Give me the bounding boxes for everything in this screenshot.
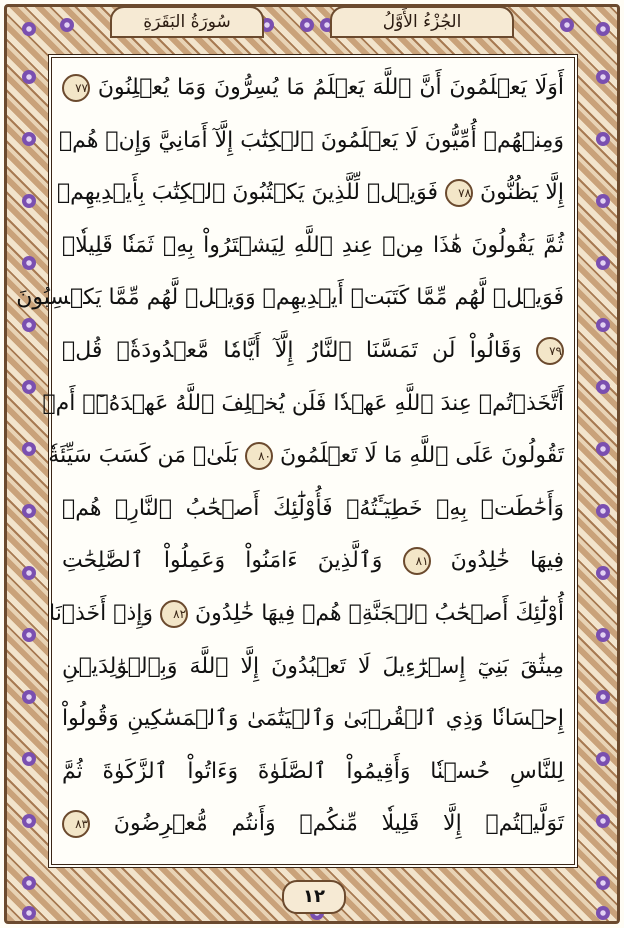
text-line: [62, 325, 564, 378]
flower-ornament-icon: [596, 132, 610, 146]
verse-text: وَإِذۡ أَخَذۡنَا: [48, 600, 154, 626]
verse-text: وَمِنۡهُمۡ أُمِّيُّونَ لَا يَعۡلَمُونَ ٱلۡكِتَٰبَ إِلَّآ أَمَانِيَّ وَإِنۡ هُمۡ: [58, 127, 564, 153]
text-line: [62, 483, 564, 536]
flower-ornament-icon: [22, 504, 36, 518]
text-line: [56, 167, 564, 220]
flower-ornament-icon: [22, 628, 36, 642]
flower-ornament-icon: [596, 504, 610, 518]
verse-text: إِلَّا يَظُنُّونَ: [480, 180, 564, 206]
flower-ornament-icon: [22, 22, 36, 36]
flower-ornament-icon: [596, 752, 610, 766]
flower-ornament-icon: [300, 18, 314, 32]
text-line: [16, 272, 564, 325]
flower-ornament-icon: [22, 690, 36, 704]
text-line: [48, 430, 564, 483]
verse-text: تَقُولُونَ عَلَى ٱللَّهِ مَا لَا تَعۡلَمُونَ: [279, 443, 564, 469]
verse-text: فِيهَا خَٰلِدُونَ: [450, 548, 565, 574]
text-line: [58, 115, 564, 168]
juz-label: الجُزْءُ الأَوَّلُ: [330, 6, 514, 38]
flower-ornament-icon: [22, 132, 36, 146]
surah-label: سُورَةُ البَقَرَةِ: [110, 6, 264, 38]
text-line: [42, 378, 564, 431]
flower-ornament-icon: [596, 690, 610, 704]
flower-ornament-icon: [22, 442, 36, 456]
ayah-number-marker: ٨١: [403, 547, 431, 575]
text-line: [62, 746, 564, 799]
verse-text: أَتَّخَذۡتُمۡ عِندَ ٱللَّهِ عَهۡدٗا فَلَن يُخۡلِفَ ٱللَّهُ عَهۡدَهُۥٓۖ أَمۡ: [42, 390, 564, 416]
flower-ornament-icon: [596, 628, 610, 642]
ayah-number-marker: ٧٨: [445, 179, 473, 207]
page-text: [16, 62, 565, 851]
flower-ornament-icon: [596, 318, 610, 332]
flower-ornament-icon: [22, 906, 36, 920]
verse-text: مِيثَٰقَ بَنِيٓ إِسۡرَٰٓءِيلَ لَا تَعۡبُدُونَ إِلَّا ٱللَّهَ وَبِٱلۡوَٰلِدَيۡنِ: [62, 653, 564, 679]
flower-ornament-icon: [596, 194, 610, 208]
flower-ornament-icon: [596, 814, 610, 828]
verse-text: أُوْلَٰٓئِكَ أَصۡحَٰبُ ٱلۡجَنَّةِۖ هُمۡ فِيهَا خَٰلِدُونَ: [195, 600, 564, 626]
flower-ornament-icon: [22, 70, 36, 84]
text-line: [62, 535, 564, 588]
verse-text: بَلَىٰۚ مَن كَسَبَ سَيِّئَةٗ: [48, 443, 238, 469]
flower-ornament-icon: [22, 814, 36, 828]
text-line: [62, 62, 564, 115]
ayah-number-marker: ٧٩: [536, 337, 564, 365]
text-line: [62, 220, 564, 273]
flower-ornament-icon: [560, 18, 574, 32]
verse-text: تَوَلَّيۡتُمۡ إِلَّا قَلِيلٗا مِّنكُمۡ وَأَنتُم مُّعۡرِضُونَ: [113, 811, 564, 837]
verse-text: وَٱلَّذِينَ ءَامَنُواْ وَعَمِلُواْ ٱلصَّٰلِحَٰتِ: [62, 548, 383, 574]
verse-text: فَوَيۡلٞ لِّلَّذِينَ يَكۡتُبُونَ ٱلۡكِتَٰبَ بِأَيۡدِيهِمۡ: [56, 180, 439, 206]
page-number: ١٢: [282, 880, 346, 914]
verse-text: ثُمَّ يَقُولُونَ هَٰذَا مِنۡ عِندِ ٱللَّهِ لِيَشۡتَرُواْ بِهِۦ ثَمَنٗا قَلِيلٗاۖ: [62, 232, 564, 258]
flower-ornament-icon: [60, 18, 74, 32]
flower-ornament-icon: [22, 256, 36, 270]
flower-ornament-icon: [22, 194, 36, 208]
flower-ornament-icon: [22, 876, 36, 890]
verse-text: إِحۡسَانٗا وَذِي ٱلۡقُرۡبَىٰ وَٱلۡيَتَٰمَىٰ وَٱلۡمَسَٰكِينِ وَقُولُواْ: [62, 706, 564, 732]
flower-ornament-icon: [596, 256, 610, 270]
ayah-number-marker: ٨٠: [245, 442, 273, 470]
flower-ornament-icon: [596, 906, 610, 920]
text-line: [62, 798, 564, 851]
flower-ornament-icon: [22, 752, 36, 766]
verse-text: وَقَالُواْ لَن تَمَسَّنَا ٱلنَّارُ إِلَّآ أَيَّامٗا مَّعۡدُودَةٗۚ قُلۡ: [62, 337, 522, 363]
flower-ornament-icon: [596, 566, 610, 580]
text-line: [62, 641, 564, 694]
flower-ornament-icon: [22, 380, 36, 394]
ayah-number-marker: ٨٢: [160, 600, 188, 628]
verse-text: لِلنَّاسِ حُسۡنٗا وَأَقِيمُواْ ٱلصَّلَوٰةَ وَءَاتُواْ ٱلزَّكَوٰةَ ثُمَّ: [62, 758, 564, 784]
ayah-number-marker: ٧٧: [62, 74, 90, 102]
flower-ornament-icon: [596, 70, 610, 84]
flower-ornament-icon: [22, 566, 36, 580]
flower-ornament-icon: [596, 442, 610, 456]
flower-ornament-icon: [596, 876, 610, 890]
flower-ornament-icon: [596, 380, 610, 394]
verse-text: أَوَلَا يَعۡلَمُونَ أَنَّ ٱللَّهَ يَعۡلَمُ مَا يُسِرُّونَ وَمَا يُعۡلِنُونَ: [97, 75, 564, 100]
text-line: [62, 693, 564, 746]
verse-text: وَأَحَٰطَتۡ بِهِۦ خَطِيٓـَٔتُهُۥ فَأُوْلَٰٓئِكَ أَصۡحَٰبُ ٱلنَّارِۖ هُمۡ: [62, 495, 564, 521]
flower-ornament-icon: [596, 22, 610, 36]
verse-text: فَوَيۡلٞ لَّهُم مِّمَّا كَتَبَتۡ أَيۡدِيهِمۡ وَوَيۡلٞ لَّهُم مِّمَّا يَكۡسِبُونَ: [16, 285, 564, 311]
ayah-number-marker: ٨٣: [62, 810, 90, 838]
text-line: [48, 588, 564, 641]
